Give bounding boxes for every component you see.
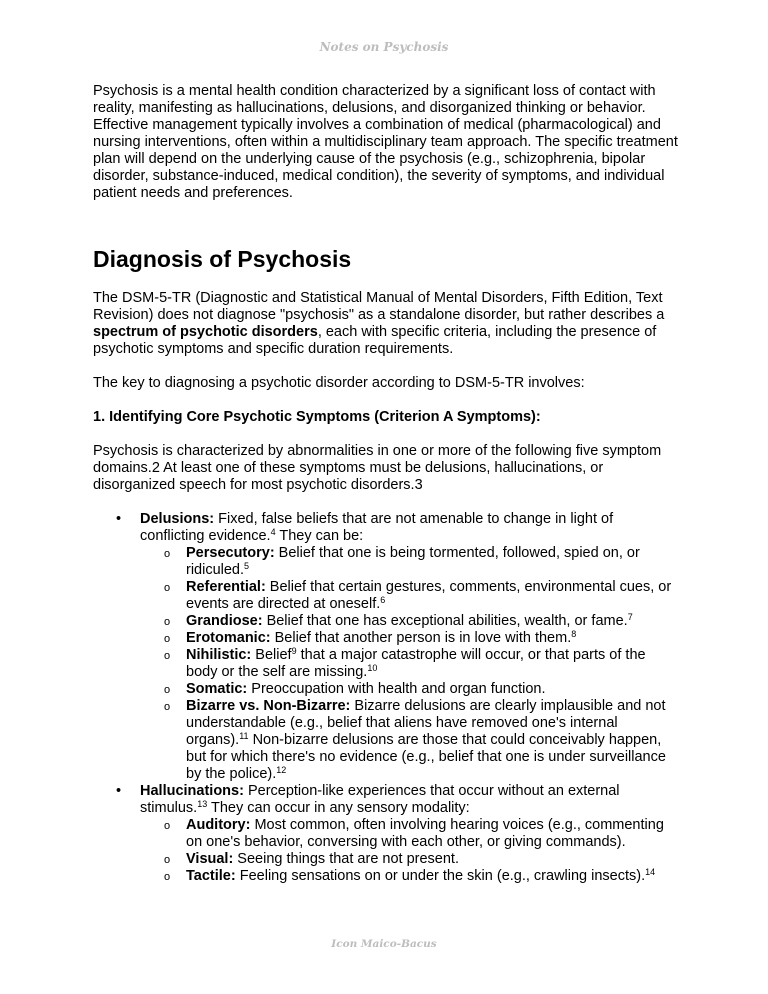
footnote-ref: 14	[645, 867, 656, 877]
list-item	[140, 817, 678, 851]
term: Erotomanic:	[186, 630, 271, 646]
item-text: Fixed, false beliefs that are not amenable to change in light of conflicting evidence.	[140, 511, 614, 544]
footnote-ref: 12	[276, 765, 287, 775]
item-text: Feeling sensations on or under the skin (e.g., crawling insects).	[235, 868, 646, 884]
symptom-list	[93, 511, 678, 885]
term: Somatic:	[186, 681, 248, 697]
list-item	[140, 698, 678, 783]
section-heading: Diagnosis of Psychosis	[93, 246, 352, 272]
criterion-subheading: 1. Identifying Core Psychotic Symptoms (Criterion A Symptoms):	[93, 409, 541, 425]
dsm-bold-term: spectrum of psychotic disorders	[93, 324, 318, 340]
item-text: They can occur in any sensory modality:	[207, 800, 470, 816]
list-item	[140, 647, 678, 681]
list-item-hallucinations	[93, 783, 678, 885]
footnote-ref: 8	[571, 629, 577, 639]
list-item	[140, 545, 678, 579]
item-text: Belief that one is being tormented, followed, spied on, or ridiculed.	[186, 545, 640, 578]
item-text: They can be:	[275, 528, 364, 544]
item-text: Seeing things that are not present.	[233, 851, 459, 867]
delusion-types-list	[140, 545, 678, 783]
item-text: Belief that another person is in love with them.	[270, 630, 572, 646]
hallucination-types-list	[140, 817, 678, 885]
page-header: Notes on Psychosis	[319, 40, 449, 54]
item-text: Non-bizarre delusions are those that could conceivably happen, but for which there's no evidence (e.g., belief that one is under surveillance by the police).	[186, 732, 666, 782]
symptoms-paragraph: Psychosis is characterized by abnormalities in one or more of the following five symptom domains.2 At least one of these symptoms must be delusions, hallucinations, or disorganized speech for most psychotic disorders.3	[93, 443, 662, 493]
document-body	[93, 83, 678, 885]
footnote-ref: 5	[244, 561, 250, 571]
item-text: Perception-like experiences that occur without an external stimulus.	[140, 783, 620, 816]
term: Bizarre vs. Non-Bizarre:	[186, 698, 351, 714]
item-text: Belief that certain gestures, comments, environmental cues, or events are directed at oneself.	[186, 579, 672, 612]
item-text: Most common, often involving hearing voices (e.g., commenting on one's behavior, conversing with each other, or giving commands).	[186, 817, 664, 850]
list-item	[140, 851, 678, 868]
footnote-ref: 9	[291, 646, 297, 656]
dsm-paragraph	[93, 290, 678, 358]
term: Grandiose:	[186, 613, 263, 629]
term: Delusions:	[140, 511, 215, 527]
list-item	[140, 579, 678, 613]
key-paragraph: The key to diagnosing a psychotic disorder according to DSM-5-TR involves:	[93, 375, 585, 391]
footnote-ref: 11	[239, 731, 249, 741]
list-item	[140, 681, 678, 698]
footnote-ref: 10	[367, 663, 378, 673]
term: Tactile:	[186, 868, 236, 884]
item-text: Preoccupation with health and organ function.	[247, 681, 546, 697]
footnote-ref: 13	[197, 799, 208, 809]
dsm-text-a: The DSM-5-TR (Diagnostic and Statistical Manual of Mental Disorders, Fifth Edition, Text Revision) does not diagnose "psychosis" as a standalone disorder, but rather describes a	[93, 290, 665, 323]
footnote-ref: 7	[627, 612, 633, 622]
intro-paragraph: Psychosis is a mental health condition characterized by a significant loss of contact with reality, manifesting as hallucinations, delusions, and disorganized thinking or behavior. Effective management typically involves a combination of medical (pharmacological) and nursing interventions, often within a multidisciplinary team approach. The specific treatment plan will depend on the underlying cause of the psychosis (e.g., schizophrenia, bipolar disorder, substance-induced, medical condition), the severity of symptoms, and individual patient needs and preferences.	[93, 83, 678, 201]
item-text: Belief that one has exceptional abilities, wealth, or fame.	[262, 613, 628, 629]
term: Visual:	[186, 851, 234, 867]
list-item	[140, 868, 678, 885]
footnote-ref: 6	[380, 595, 386, 605]
term: Referential:	[186, 579, 266, 595]
term: Auditory:	[186, 817, 251, 833]
term: Persecutory:	[186, 545, 275, 561]
dsm-text-b: , each with specific criteria, including the presence of psychotic symptoms and specific duration requirements.	[93, 324, 657, 357]
list-item	[140, 613, 678, 630]
item-text: that a major catastrophe will occur, or that parts of the body or the self are missing.	[186, 647, 646, 680]
item-text: Bizarre delusions are clearly implausible and not understandable (e.g., belief that aliens have removed one's internal organs).	[186, 698, 666, 748]
list-item-delusions	[93, 511, 678, 783]
item-text: Belief	[251, 647, 292, 663]
list-item	[140, 630, 678, 647]
footnote-ref: 4	[270, 527, 276, 537]
page-footer: Icon Maico-Bacus	[331, 938, 437, 950]
term: Hallucinations:	[140, 783, 244, 799]
term: Nihilistic:	[186, 647, 252, 663]
